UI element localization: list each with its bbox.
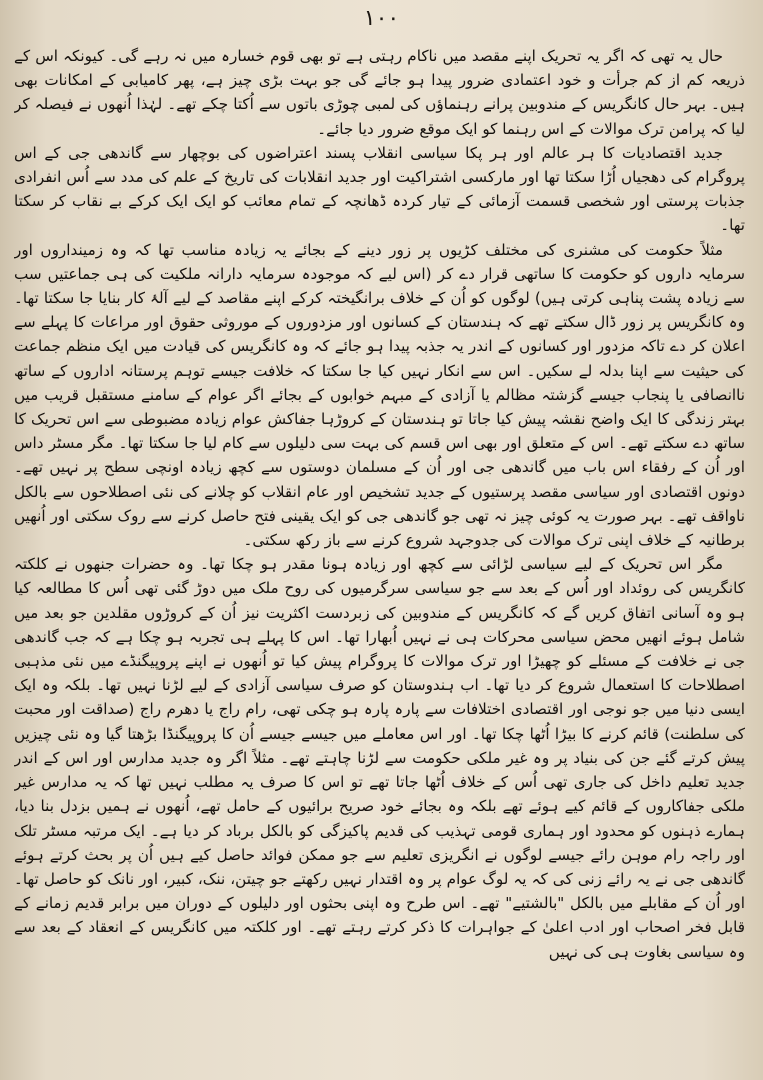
paragraph: مثلاً حکومت کی مشنری کی مختلف کڑیوں پر زور دینے کے بجائے یہ زیادہ مناسب تھا کہ وہ زمینداروں اور سرمایہ داروں کو حکومت کا ساتھی قرار دے کر (اس لیے کہ موجودہ سرمایہ دارانہ ملکیت کی ہی جماعتیں سب سے زیادہ پشت پناہی کرتی ہیں) لوگوں کو اُن کے خلاف برانگیختہ کرکے اپنے مقاصد کے لیے آلۂ کار بنایا جا سکتا تھا۔ وہ کانگریس پر زور ڈال سکتے تھے کہ ہندستان کے کسانوں اور مزدوروں کے موروثی حقوق اور مراعات کا پہلے سے اعلان کر دے تاکہ مزدور اور کسانوں کے اندر یہ جذبہ پیدا ہو جائے کہ وہ کانگریس کی قیادت میں ایک منظم جماعت کی حیثیت سے اپنا بدلہ لے سکیں۔ اس سے انکار نہیں کیا جا سکتا کہ خلافت جیسے توہم پرستانہ اداروں کے ساتھ ناانصافی یا پنجاب جیسے گزشتہ مظالم یا آزادی کے مبہم خوابوں کے بجائے اگر عوام کے سامنے مستقبل قریب میں بہتر زندگی کا ایک واضح نقشہ پیش کیا جاتا تو ہندستان کے کروڑہا جفاکش عوام زیادہ مضبوطی سے اس تحریک کا ساتھ دے سکتے تھے۔ اس کے متعلق اور بھی اس قسم کی بہت سی دلیلوں سے کام لیا جا سکتا تھا۔ مگر مسٹر داس اور اُن کے رفقاء اس باب میں گاندھی جی اور اُن کے مسلمان دوستوں سے کچھ زیادہ اونچی سطح پر نہیں تھے۔ دونوں اقتصادی اور سیاسی مقصد پرستیوں کے جدید تشخیص اور عام انقلاب کو چلانے کی نئی اصطلاحوں سے بالکل ناواقف تھے۔ بہر صورت یہ کوئی چیز نہ تھی جو گاندھی جی کو ایک یقینی فتح حاصل کرنے سے روک سکتی اور اُنھیں برطانیہ کے خلاف اپنی ترک موالات کی جدوجہد شروع کرنے سے باز رکھ سکتی۔ [14,240,745,550]
paragraph: مگر اس تحریک کے لیے سیاسی لڑائی سے کچھ اور زیادہ ہونا مقدر ہو چکا تھا۔ وہ حضرات جنھوں نے کلکتہ کانگریس کی روئداد اور اُس کے بعد سے جو سیاسی سرگرمیوں کی روح ملک میں دوڑ گئی تھی اُس کا مطالعہ کیا ہو وہ آسانی اتفاق کریں گے کہ کانگریس کے مندوبین کی زبردست اکثریت نیز اُن کے کروڑوں مقلدین جو بعد میں شامل ہوئے انھیں محض سیاسی محرکات ہی نے نہیں اُبھارا تھا۔ اس کا پہلے ہی تجربہ ہو چکا ہے کہ جب گاندھی جی نے خلافت کے مسئلے کو چھیڑا اور ترک موالات کا پروگرام پیش کیا تو اُنھوں نے اپنے پروپیگنڈے میں نئی مذہبی اصطلاحات کا استعمال شروع کر دیا تھا۔ اب ہندوستان کو صرف سیاسی آزادی کے لیے لڑنا نہیں تھا۔ بلکہ وہ ایک ایسی دنیا میں جو نوجی اور اقتصادی اختلافات سے پارہ پارہ ہو چکی تھی، رام راج یا دھرم راج (صداقت اور محبت کی سلطنت) قائم کرنے کا بیڑا اُٹھا چکا تھا۔ اور اس معاملے میں جیسے جیسے اُن کا پروپیگنڈا بڑھتا گیا وہ نئی چیزیں پیش کرتے گئے جن کی بنیاد پر وہ غیر ملکی حکومت سے لڑنا چاہتے تھے۔ مثلاً اگر وہ جدید مدارس اور اس کے اندر جدید تعلیم داخل کی جاری تھی اُس کے خلاف اُٹھا جاتا تھے تو اس کا صرف یہ مطلب نہیں تھا کہ یہ مدارس غیر ملکی جفاکاروں کے قائم کیے ہوئے تھے بلکہ وہ بجائے خود صریح برائیوں کے حامل تھے، اُنھوں نے ہمیں بزدل بنا دیا، ہمارے ذہنوں کو محدود اور ہماری قومی تہذیب کی قدیم پاکیزگی کو بالکل برباد کر دیا ہے۔ ایک مرتبہ مسٹر تلک اور راجہ رام موہن رائے جیسے لوگوں نے انگریزی تعلیم سے جو ممکن فوائد حاصل کیے ہیں اُن پر بحث کرتے ہوئے گاندھی جی نے یہ رائے زنی کی کہ یہ لوگ عوام پر وہ اقتدار نہیں رکھتے جو چیتن، ننک، کبیر، اور نانک کو حاصل تھا۔ اور اُن کے مقابلے میں بالکل "بالشتیے" تھے۔ اس طرح وہ اپنی بحثوں اور دلیلوں کے دوران میں برابر قدیم زمانے کے قابل فخر اصحاب اور ادب اعلیٰ کے جواہرات کا ذکر کرتے رہتے تھے۔ اور کلکتہ میں کانگریس کے انعقاد کے بعد سے وہ سیاسی بغاوت ہی کی نہیں [14,555,745,961]
paragraph: جدید اقتصادیات کا ہر عالم اور ہر پکا سیاسی انقلاب پسند اعتراضوں کی بوچھار سے گاندھی جی کے اس پروگرام کی دھجیاں اُڑا سکتا تھا اور مارکسی اشتراکیت اور جدید انقلابات کی تاریخ کے علم کی مدد سے اُس انفرادی جذبات پرستی اور شخصی قسمت آزمائی کے تیار کردہ ڈھانچہ کے تمام معائب کو ایک ایک کرکے بے نقاب کر سکتا تھا۔ [14,143,745,235]
paragraph: حال یہ تھی کہ اگر یہ تحریک اپنے مقصد میں ناکام رہتی ہے تو بھی قوم خسارہ میں نہ رہے گی۔ کیونکہ اس کے ذریعہ کم از کم جرأت و خود اعتمادی ضرور پیدا ہو جائے گی جو بہت بڑی چیز ہے، پھر کامیابی کے امکانات بھی ہیں۔ بہر حال کانگریس کے مندوبین پرانے رہنماؤں کی لمبی چوڑی باتوں سے اُکتا چکے تھے۔ لہٰذا اُنھوں نے فیصلہ کر لیا کہ پرامن ترک موالات کے اس رہنما کو ایک موقع ضرور دیا جائے۔ [14,47,745,138]
page-text-body [14,44,745,1072]
page-number: ۱۰۰ [363,6,400,31]
